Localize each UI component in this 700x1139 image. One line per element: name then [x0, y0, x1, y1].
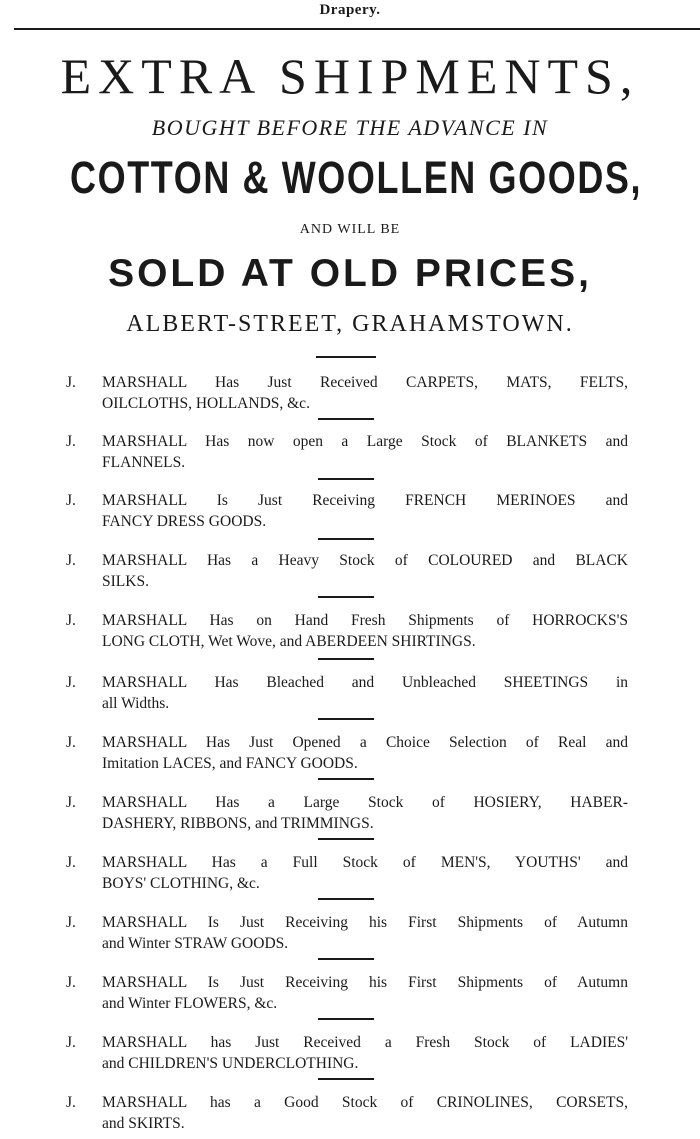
entry-item: [66, 610, 628, 652]
entry-line-2: BOYS' CLOTHING, &c.: [102, 875, 260, 892]
entry-lead: J.: [66, 734, 76, 751]
entry-lead: J.: [66, 974, 76, 991]
entry-item: [66, 490, 628, 532]
headline-bought-before: BOUGHT BEFORE THE ADVANCE IN: [151, 115, 549, 140]
entry-text-1: MARSHALL Is Just Receiving his First Shipments of Autumn: [102, 974, 628, 991]
entry-line-1: [66, 972, 628, 993]
divider-rule: [316, 356, 376, 358]
entry-text-1: MARSHALL has Just Received a Fresh Stock of LADIES': [102, 1034, 628, 1051]
entry-lead: J.: [66, 1094, 76, 1111]
entry-line-2: FANCY DRESS GOODS.: [102, 513, 267, 530]
entry-divider-rule: [318, 478, 374, 480]
entry-divider-rule: [318, 778, 374, 780]
entry-text-1: MARSHALL Has Bleached and Unbleached SHEETINGS in: [102, 674, 628, 691]
entry-line-1: [66, 490, 628, 511]
entry-line-2: DASHERY, RIBBONS, and TRIMMINGS.: [102, 815, 374, 832]
entry-divider-rule: [318, 418, 374, 420]
entry-line-1: [66, 792, 628, 813]
entry-line-1: [66, 672, 628, 693]
entry-item: [66, 792, 628, 834]
entry-item: [66, 1092, 628, 1134]
entry-line-1: [66, 550, 628, 571]
headline-extra-shipments: EXTRA SHIPMENTS,: [60, 48, 640, 104]
entry-divider-rule: [318, 838, 374, 840]
entry-lead: J.: [66, 794, 76, 811]
entry-line-2: and Winter STRAW GOODS.: [102, 935, 289, 952]
entry-lead: J.: [66, 914, 76, 931]
entry-text-1: MARSHALL Has a Heavy Stock of COLOURED and BLACK: [102, 552, 628, 569]
headline-cotton-woollen: COTTON & WOOLLEN GOODS,: [70, 152, 643, 203]
headline-sold-at-old-prices: SOLD AT OLD PRICES,: [108, 252, 592, 295]
entry-divider-rule: [318, 596, 374, 598]
entry-line-2: all Widths.: [102, 695, 170, 712]
entry-text-1: MARSHALL Has now open a Large Stock of BLANKETS and: [102, 433, 628, 450]
entry-item: [66, 732, 628, 774]
section-label: Drapery.: [319, 2, 381, 18]
entry-text-1: MARSHALL Is Just Receiving FRENCH MERINOES and: [102, 492, 628, 509]
entry-line-1: [66, 912, 628, 933]
entry-text-1: MARSHALL Has a Large Stock of HOSIERY, HABER-: [102, 794, 628, 811]
entry-lead: J.: [66, 674, 76, 691]
entry-item: [66, 912, 628, 954]
entry-item: [66, 1032, 628, 1074]
entry-divider-rule: [318, 658, 374, 660]
entry-text-1: MARSHALL Is Just Receiving his First Shipments of Autumn: [102, 914, 628, 931]
entry-lead: J.: [66, 552, 76, 569]
entry-line-2: and CHILDREN'S UNDERCLOTHING.: [102, 1055, 359, 1072]
entry-text-1: MARSHALL Has Just Opened a Choice Selection of Real and: [102, 734, 628, 751]
entry-line-1: [66, 732, 628, 753]
entry-item: [66, 672, 628, 714]
entry-item: [66, 431, 628, 473]
entry-line-2: and Winter FLOWERS, &c.: [102, 995, 278, 1012]
entry-text-1: MARSHALL Has on Hand Fresh Shipments of HORROCKS'S: [102, 612, 628, 629]
entry-divider-rule: [318, 1078, 374, 1080]
entry-line-1: [66, 1092, 628, 1113]
entry-line-2: SILKS.: [102, 573, 149, 590]
entry-divider-rule: [318, 538, 374, 540]
entry-lead: J.: [66, 612, 76, 629]
entry-line-2: OILCLOTHS, HOLLANDS, &c.: [102, 395, 310, 412]
entry-divider-rule: [318, 958, 374, 960]
headline-address: ALBERT-STREET, GRAHAMSTOWN.: [126, 311, 574, 337]
entry-lead: J.: [66, 374, 76, 391]
entry-lead: J.: [66, 492, 76, 509]
entry-text-1: MARSHALL Has a Full Stock of MEN'S, YOUTHS' and: [102, 854, 628, 871]
entry-lead: J.: [66, 433, 76, 450]
entry-text-1: MARSHALL has a Good Stock of CRINOLINES, CORSETS,: [102, 1094, 628, 1111]
entry-divider-rule: [318, 1018, 374, 1020]
entry-item: [66, 852, 628, 894]
entry-line-2: Imitation LACES, and FANCY GOODS.: [102, 755, 358, 772]
entry-line-1: [66, 1032, 628, 1053]
top-rule: [14, 28, 700, 30]
entry-line-1: [66, 431, 628, 452]
entry-text-1: MARSHALL Has Just Received CARPETS, MATS, FELTS,: [102, 374, 628, 391]
entry-lead: J.: [66, 1034, 76, 1051]
entry-line-2: LONG CLOTH, Wet Wove, and ABERDEEN SHIRTINGS.: [102, 633, 476, 650]
entry-divider-rule: [318, 718, 374, 720]
entry-line-2: FLANNELS.: [102, 454, 186, 471]
entry-item: [66, 372, 628, 414]
entry-line-2: and SKIRTS.: [102, 1115, 185, 1132]
entry-line-1: [66, 610, 628, 631]
headline-and-will-be: AND WILL BE: [299, 222, 401, 237]
entry-line-1: [66, 852, 628, 873]
entry-lead: J.: [66, 854, 76, 871]
entry-divider-rule: [318, 898, 374, 900]
entry-item: [66, 972, 628, 1014]
entry-line-1: [66, 372, 628, 393]
entry-item: [66, 550, 628, 592]
